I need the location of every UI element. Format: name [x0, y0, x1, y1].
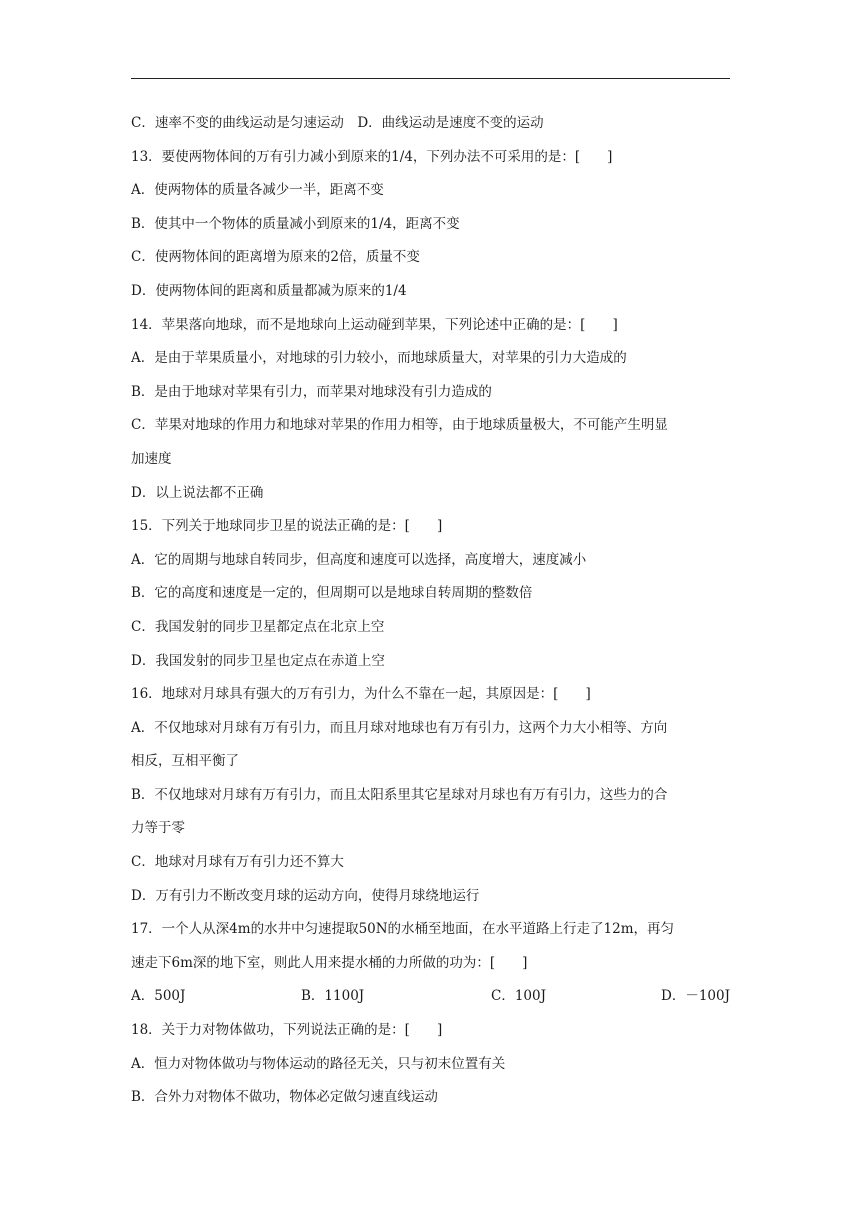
option-16a: A．不仅地球对月球有万有引力，而且月球对地球也有万有引力，这两个力大小相等、方向: [131, 719, 668, 736]
option-16b: B．不仅地球对月球有万有引力，而且太阳系里其它星球对月球也有万有引力，这些力的合: [131, 786, 668, 803]
option-16a-cont: 相反，互相平衡了: [131, 753, 239, 770]
option-18a: A．恒力对物体做功与物体运动的路径无关，只与初末位置有关: [131, 1055, 506, 1072]
option-17a: A．500J: [131, 988, 186, 1005]
header-rule: [131, 78, 730, 79]
question-17-cont: 速走下6m深的地下室，则此人用来提水桶的力所做的功为：[ ]: [131, 954, 528, 971]
option-14c: C．苹果对地球的作用力和地球对苹果的作用力相等，由于地球质量极大，不可能产生明显: [131, 417, 668, 434]
option-15b: B．它的高度和速度是一定的，但周期可以是地球自转周期的整数倍: [131, 585, 533, 602]
option-13c: C．使两物体间的距离增为原来的2倍，质量不变: [131, 249, 420, 266]
option-14d: D．以上说法都不正确: [131, 484, 264, 501]
option-16b-cont: 力等于零: [131, 820, 185, 837]
question-13: 13．要使两物体间的万有引力减小到原来的1/4，下列办法不可采用的是：[ ]: [131, 148, 613, 165]
option-18b: B．合外力对物体不做功，物体必定做匀速直线运动: [131, 1089, 438, 1106]
option-17d: D．－100J: [661, 988, 731, 1005]
option-16c: C．地球对月球有万有引力还不算大: [131, 854, 344, 871]
option-14a: A．是由于苹果质量小，对地球的引力较小，而地球质量大，对苹果的引力大造成的: [131, 350, 627, 367]
option-17b: B．1100J: [301, 988, 365, 1005]
option-14b: B．是由于地球对苹果有引力，而苹果对地球没有引力造成的: [131, 383, 492, 400]
question-17-choices: [131, 980, 730, 1014]
option-14c-cont: 加速度: [131, 450, 172, 467]
option-16d: D．万有引力不断改变月球的运动方向，使得月球绕地运行: [131, 887, 480, 904]
question-15: 15．下列关于地球同步卫星的说法正确的是：[ ]: [131, 518, 443, 535]
option-15a: A．它的周期与地球自转同步，但高度和速度可以选择，高度增大，速度减小: [131, 551, 587, 568]
option-13b: B．使其中一个物体的质量减小到原来的1/4，距离不变: [131, 215, 460, 232]
option-13d: D．使两物体间的距离和质量都减为原来的1/4: [131, 282, 407, 299]
option-17c: C．100J: [491, 988, 547, 1005]
question-18: 18．关于力对物体做功，下列说法正确的是：[ ]: [131, 1022, 443, 1039]
option-15c: C．我国发射的同步卫星都定点在北京上空: [131, 618, 385, 635]
question-14: 14．苹果落向地球，而不是地球向上运动碰到苹果，下列论述中正确的是：[ ]: [131, 316, 618, 333]
document-body: [131, 107, 730, 1115]
question-16: 16．地球对月球具有强大的万有引力，为什么不靠在一起，其原因是：[ ]: [131, 686, 591, 703]
text-line: C．速率不变的曲线运动是匀速运动 D．曲线运动是速度不变的运动: [131, 115, 544, 131]
option-15d: D．我国发射的同步卫星也定点在赤道上空: [131, 652, 385, 669]
question-17: 17．一个人从深4m的水井中匀速提取50N的水桶至地面，在水平道路上行走了12m，再匀: [131, 921, 675, 938]
option-13a: A．使两物体的质量各减少一半，距离不变: [131, 182, 384, 199]
